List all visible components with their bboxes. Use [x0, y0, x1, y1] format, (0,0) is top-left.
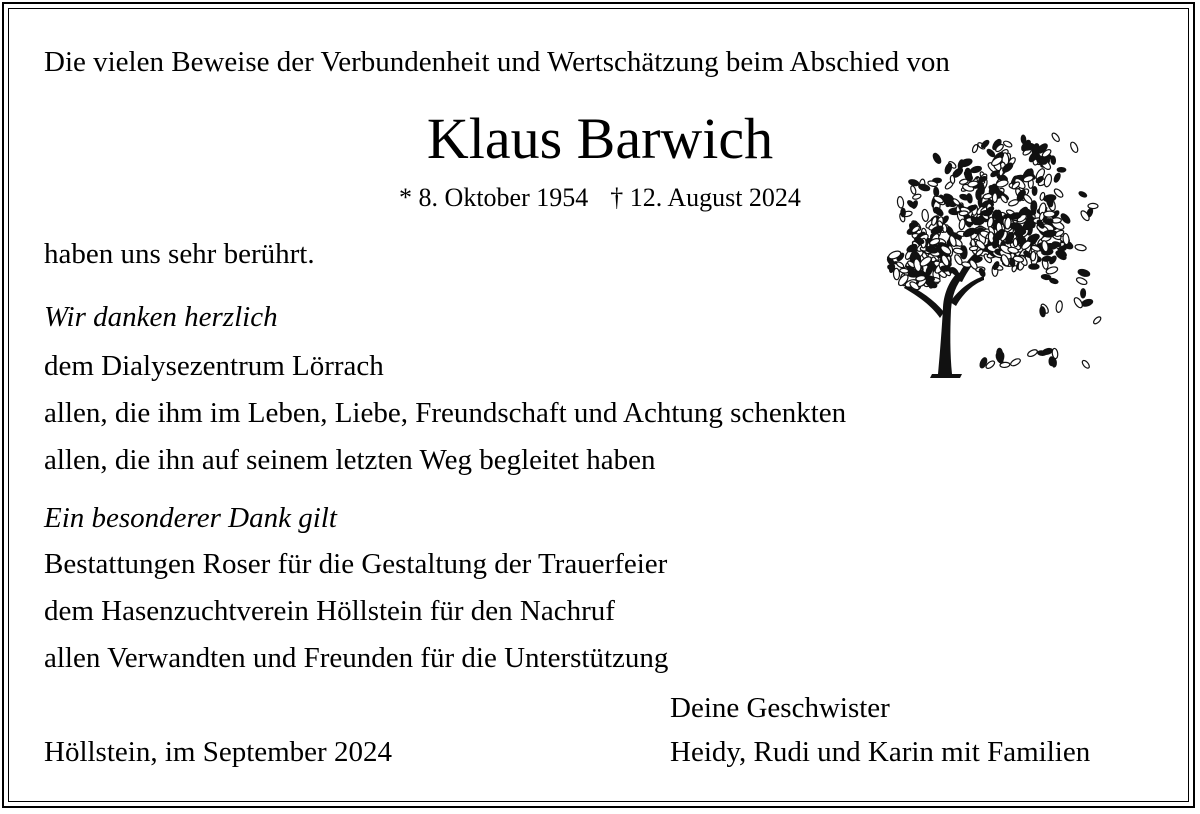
birth-date: * 8. Oktober 1954	[399, 183, 589, 212]
death-date: † 12. August 2024	[610, 183, 801, 212]
thanks-line: dem Dialysezentrum Lörrach	[44, 350, 384, 382]
thanks-line: allen, die ihm im Leben, Liebe, Freundschaft und Achtung schenkten	[44, 397, 847, 429]
signature-line2: Heidy, Rudi und Karin mit Familien	[670, 736, 1091, 768]
place-date: Höllstein, im September 2024	[44, 736, 392, 768]
special-thanks-line: Bestattungen Roser für die Gestaltung der Trauerfeier	[44, 548, 668, 580]
deceased-name: Klaus Barwich	[426, 106, 774, 171]
thanks-line: allen, die ihn auf seinem letzten Weg begleitet haben	[44, 444, 656, 476]
touched-text: haben uns sehr berührt.	[44, 238, 315, 270]
thanks-heading: Wir danken herzlich	[44, 301, 278, 333]
intro-text: Die vielen Beweise der Verbundenheit und Wertschätzung beim Abschied von	[44, 46, 950, 78]
windblown-tree-icon	[880, 112, 1112, 380]
signature-line1: Deine Geschwister	[670, 692, 890, 724]
special-thanks-line: allen Verwandten und Freunden für die Unterstützung	[44, 642, 669, 674]
special-thanks-line: dem Hasenzuchtverein Höllstein für den Nachruf	[44, 595, 615, 627]
special-thanks-heading: Ein besonderer Dank gilt	[44, 502, 337, 534]
